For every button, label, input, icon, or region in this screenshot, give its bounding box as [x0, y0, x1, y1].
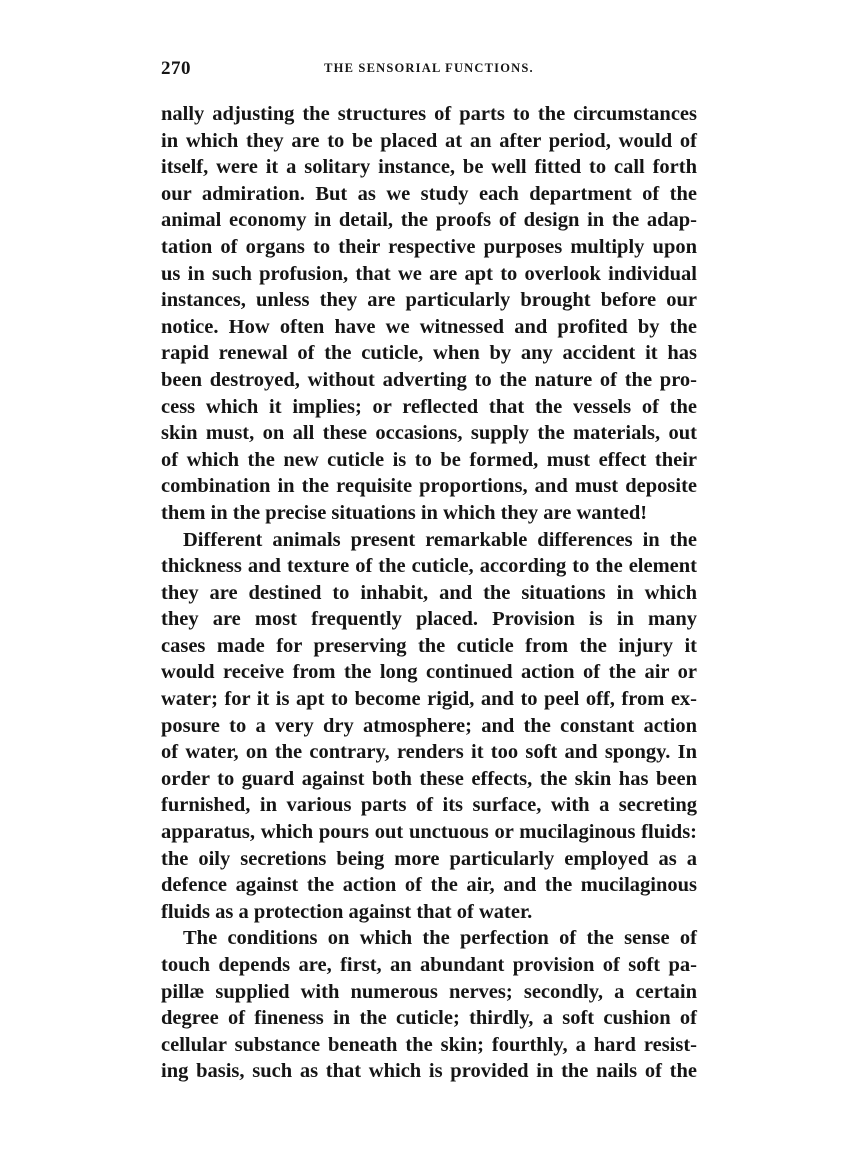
- text-line: posure to a very dry atmosphere; and the constant action: [161, 714, 697, 737]
- text-line: cess which it implies; or reflected that the vessels of the: [161, 395, 697, 418]
- paragraph-start-line: Different animals present remarkable differences in the: [183, 528, 697, 551]
- text-line: pillæ supplied with numerous nerves; secondly, a certain: [161, 980, 697, 1003]
- text-line: us in such profusion, that we are apt to overlook individual: [161, 262, 697, 285]
- running-title: THE SENSORIAL FUNCTIONS.: [324, 61, 534, 75]
- text-line: would receive from the long continued action of the air or: [161, 661, 697, 684]
- text-line: notice. How often have we witnessed and profited by the: [161, 315, 697, 338]
- text-line: defence against the action of the air, and the mucilaginous: [161, 874, 697, 897]
- text-line: skin must, on all these occasions, supply the materials, out: [161, 422, 697, 445]
- page-number: 270: [161, 58, 191, 79]
- text-line: they are most frequently placed. Provision is in many: [161, 608, 697, 631]
- text-line: furnished, in various parts of its surface, with a secreting: [161, 794, 697, 817]
- text-line: combination in the requisite proportions, and must deposite: [161, 475, 697, 498]
- text-line: animal economy in detail, the proofs of design in the adap-: [161, 209, 697, 232]
- text-line: touch depends are, first, an abundant provision of soft pa-: [161, 954, 697, 976]
- text-line: instances, unless they are particularly brought before our: [161, 289, 697, 312]
- text-line: itself, were it a solitary instance, be well fitted to call forth: [161, 156, 697, 179]
- text-line: the oily secretions being more particularly employed as a: [161, 847, 697, 870]
- text-line: degree of fineness in the cuticle; thirdly, a soft cushion of: [161, 1007, 697, 1030]
- text-line: tation of organs to their respective purposes multiply upon: [161, 235, 697, 258]
- text-line: in which they are to be placed at an after period, would of: [161, 129, 697, 152]
- text-line: fluids as a protection against that of water.: [161, 900, 533, 923]
- text-line: thickness and texture of the cuticle, according to the element: [161, 555, 697, 578]
- body-text: [161, 101, 697, 1085]
- book-page: [161, 58, 697, 1085]
- running-head: [161, 58, 697, 88]
- paragraph-start-line: The conditions on which the perfection of the sense of: [183, 927, 697, 950]
- text-line: nally adjusting the structures of parts to the circumstances: [161, 103, 697, 125]
- text-line: they are destined to inhabit, and the situations in which: [161, 581, 697, 604]
- text-line: ing basis, such as that which is provided in the nails of the: [161, 1060, 697, 1083]
- text-line: rapid renewal of the cuticle, when by any accident it has: [161, 342, 697, 365]
- text-line: of which the new cuticle is to be formed, must effect their: [161, 448, 697, 471]
- text-line: water; for it is apt to become rigid, and to peel off, from ex-: [161, 688, 697, 711]
- text-line: order to guard against both these effects, the skin has been: [161, 767, 697, 790]
- text-line: of water, on the contrary, renders it too soft and spongy. In: [161, 741, 697, 764]
- text-line: them in the precise situations in which they are wanted!: [161, 501, 648, 524]
- text-line: cellular substance beneath the skin; fourthly, a hard resist-: [161, 1033, 697, 1056]
- text-line: been destroyed, without adverting to the nature of the pro-: [161, 368, 697, 391]
- text-line: our admiration. But as we study each department of the: [161, 182, 697, 205]
- text-line: cases made for preserving the cuticle from the injury it: [161, 634, 697, 657]
- text-line: apparatus, which pours out unctuous or mucilaginous fluids:: [161, 821, 697, 844]
